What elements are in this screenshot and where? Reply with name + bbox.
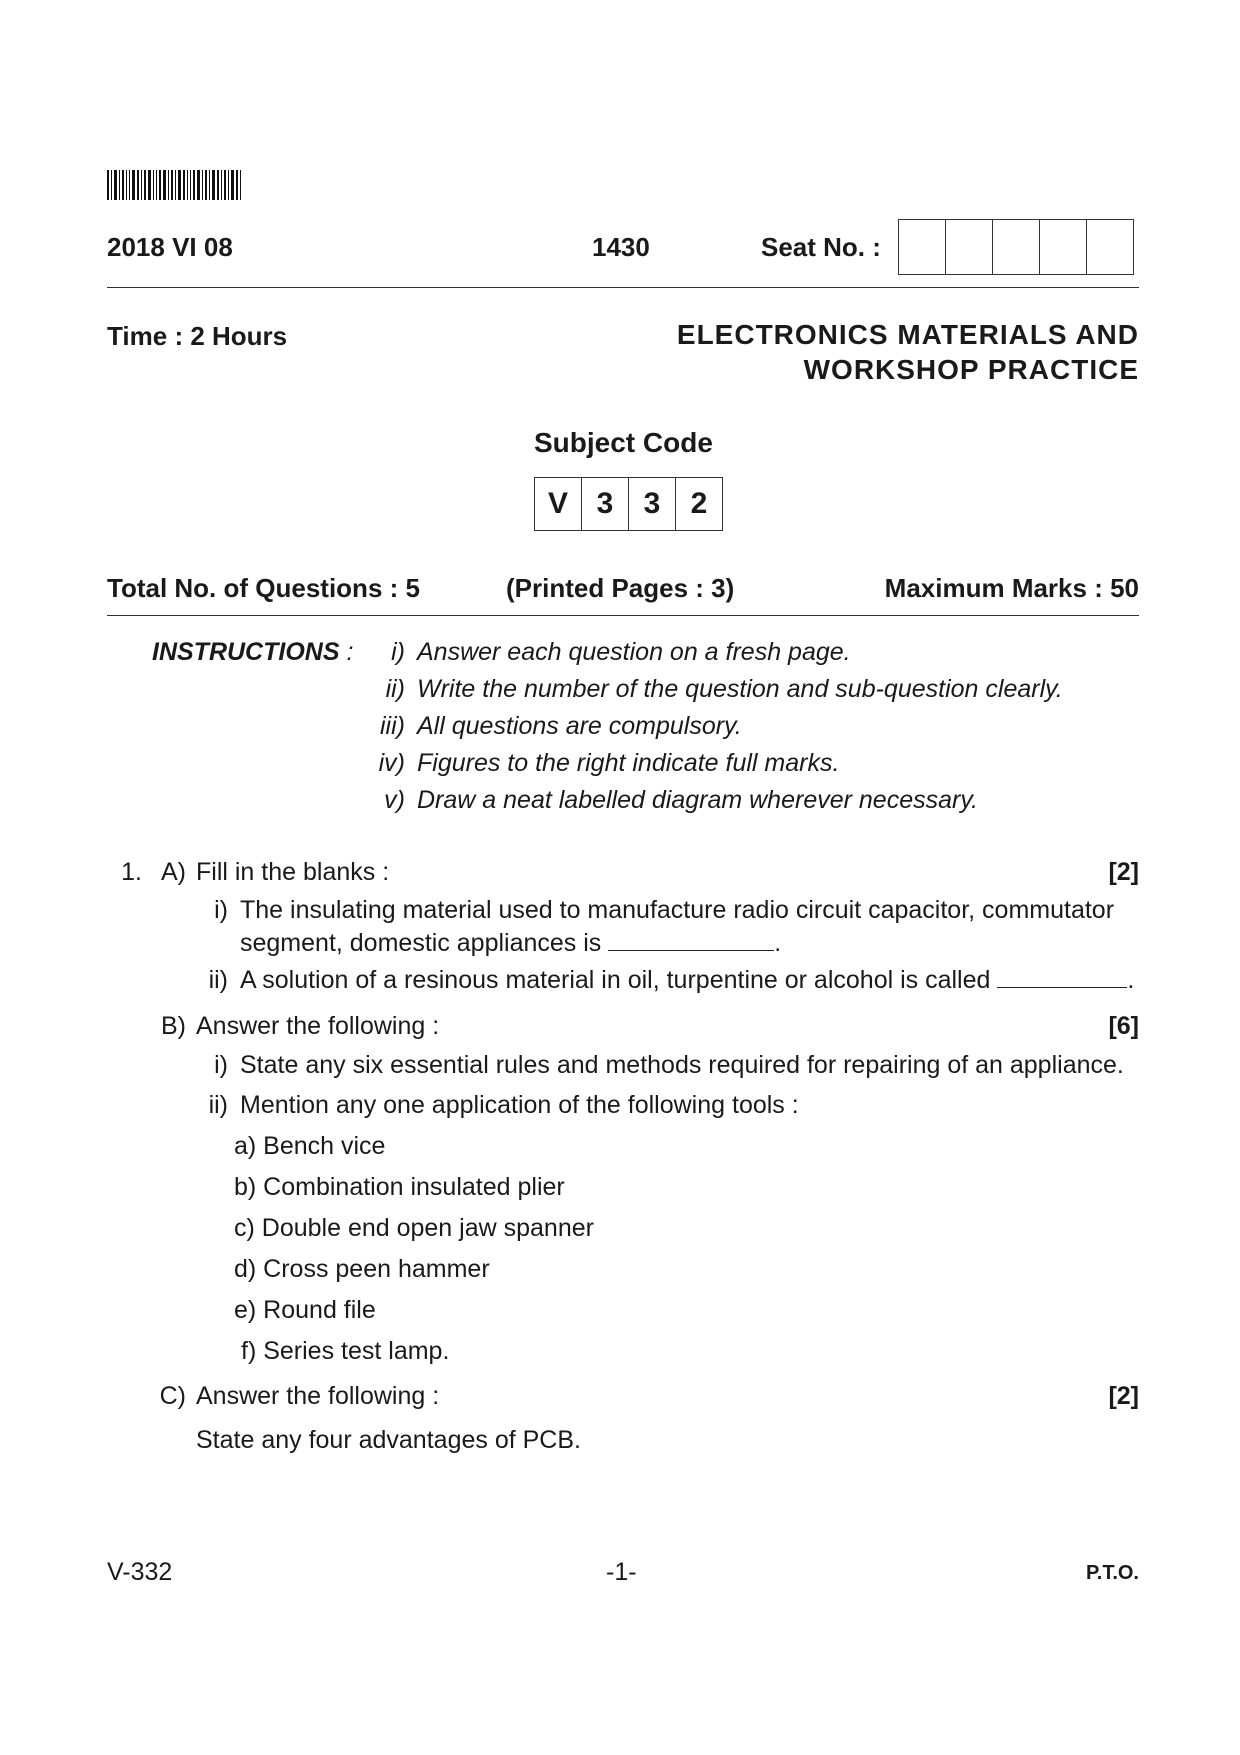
subject-code-boxes [534,477,723,531]
tool-item: c) Double end open jaw spanner [234,1214,594,1242]
paper-number: 1430 [592,232,650,262]
tool-item: e) Round file [234,1296,376,1324]
subject-code-char: V [535,478,582,530]
sub-question-number: i) [214,896,228,924]
tool-item: d) Cross peen hammer [234,1255,490,1283]
seat-number-boxes[interactable] [898,219,1134,275]
seat-box[interactable] [1040,220,1087,274]
subject-code-char: 3 [582,478,629,530]
instruction-number: iv) [378,749,405,777]
instruction-number: iii) [380,712,405,740]
seat-box[interactable] [1087,220,1133,274]
part-c-marks: [2] [1108,1382,1139,1410]
part-c-text: State any four advantages of PCB. [196,1426,581,1454]
sub-question-text: segment, domestic appliances is [240,929,602,957]
instruction-number: i) [391,638,405,666]
part-c-label: C) [159,1382,186,1410]
totals-divider [107,615,1139,616]
part-b-label: B) [161,1012,186,1040]
sub-question-text: A solution of a resinous material in oil, turpentine or alcohol is called [240,966,991,994]
seat-box[interactable] [899,220,946,274]
instruction-text: Draw a neat labelled diagram wherever necessary. [417,786,978,814]
instruction-text: Figures to the right indicate full marks. [417,749,840,777]
instruction-number: ii) [385,675,405,703]
barcode [107,170,243,200]
part-a-marks: [2] [1108,858,1139,886]
please-turn-over: P.T.O. [1086,1562,1139,1584]
part-b-marks: [6] [1108,1012,1139,1040]
part-a-heading: Fill in the blanks : [196,858,390,886]
time-allowed: Time : 2 Hours [107,321,288,351]
seat-label: Seat No. : [761,232,881,262]
instructions-label: INSTRUCTIONS [152,638,340,666]
footer-code: V-332 [107,1558,173,1586]
paper-title-line1: ELECTRONICS MATERIALS AND [676,319,1139,350]
seat-box[interactable] [993,220,1040,274]
part-a-label: A) [161,858,186,886]
sub-question-number: ii) [208,1091,228,1119]
sub-question-number: i) [214,1051,228,1079]
seat-box[interactable] [946,220,993,274]
total-questions: Total No. of Questions : 5 [107,573,420,603]
subject-code-char: 3 [629,478,676,530]
sub-question-text-row [240,966,1134,995]
answer-blank[interactable] [608,930,774,951]
answer-blank[interactable] [997,967,1127,988]
sub-question-number: ii) [208,966,228,994]
page-number: -1- [606,1558,637,1586]
tool-item: f) Series test lamp. [241,1337,450,1365]
maximum-marks: Maximum Marks : 50 [884,573,1139,603]
header-divider [107,287,1139,288]
subject-code-label: Subject Code [534,427,713,458]
tool-item: b) Combination insulated plier [234,1173,565,1201]
sentence-end: . [1127,966,1135,994]
part-b-heading: Answer the following : [196,1012,440,1040]
instruction-number: v) [384,786,405,814]
sub-question-text: State any six essential rules and methods required for repairing of an appliance. [240,1051,1124,1079]
sentence-end: . [774,929,782,957]
sub-question-text-cont [240,929,781,958]
printed-pages: (Printed Pages : 3) [506,573,735,603]
instruction-text: All questions are compulsory. [417,712,742,740]
sub-question-text: Mention any one application of the following tools : [240,1091,799,1119]
question-number: 1. [121,858,142,886]
instructions-colon: : [346,638,354,666]
instructions-heading [152,638,353,667]
paper-title-line2: WORKSHOP PRACTICE [803,354,1139,385]
part-c-heading: Answer the following : [196,1382,440,1410]
subject-code-char: 2 [690,487,708,520]
sub-question-text: The insulating material used to manufacture radio circuit capacitor, commutator [240,896,1115,924]
tool-item: a) Bench vice [234,1132,386,1160]
exam-code: 2018 VI 08 [107,232,233,262]
instruction-text: Write the number of the question and sub-question clearly. [417,675,1063,703]
instruction-text: Answer each question on a fresh page. [417,638,851,666]
